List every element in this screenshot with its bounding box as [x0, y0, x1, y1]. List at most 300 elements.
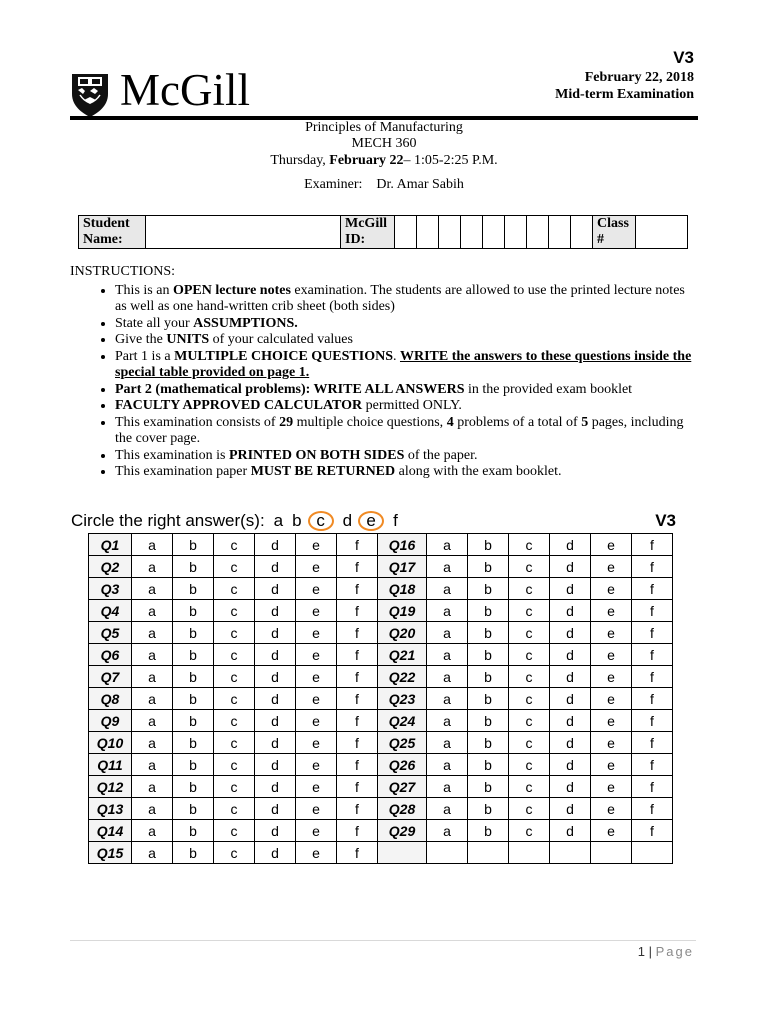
answer-option[interactable]: e: [296, 578, 337, 600]
answer-option[interactable]: b: [173, 776, 214, 798]
answer-option[interactable]: c: [214, 666, 255, 688]
instruction-text: permitted ONLY.: [362, 398, 462, 413]
student-name-field[interactable]: [146, 216, 341, 249]
answer-option[interactable]: e: [296, 754, 337, 776]
answer-option[interactable]: b: [468, 534, 509, 556]
version-label: V3: [673, 48, 694, 67]
answer-option[interactable]: b: [468, 644, 509, 666]
answer-option[interactable]: e: [591, 732, 632, 754]
answer-row: [89, 600, 673, 622]
answer-option[interactable]: c: [214, 732, 255, 754]
answer-option[interactable]: a: [132, 776, 173, 798]
answer-option[interactable]: e: [591, 600, 632, 622]
answer-option[interactable]: b: [173, 754, 214, 776]
answer-row: [89, 622, 673, 644]
answer-option[interactable]: d: [255, 644, 296, 666]
instruction-text: This examination consists of: [115, 414, 280, 430]
question-label: Q1: [89, 534, 132, 556]
empty-cell: [632, 842, 673, 864]
answer-option[interactable]: d: [255, 534, 296, 556]
answer-row: [89, 578, 673, 600]
answer-row: [89, 710, 673, 732]
answer-option[interactable]: a: [427, 644, 468, 666]
answer-option[interactable]: f: [632, 578, 673, 600]
answer-option[interactable]: e: [296, 556, 337, 578]
answer-option[interactable]: b: [468, 710, 509, 732]
instruction-item: [115, 398, 700, 415]
instruction-text: Part 2 (mathematical problems): WRITE ALL ANSWERS: [115, 381, 465, 397]
answer-row: [89, 534, 673, 556]
answer-option[interactable]: e: [296, 798, 337, 820]
instruction-text: problems of a total of: [453, 414, 582, 430]
answer-option[interactable]: a: [132, 578, 173, 600]
answer-option[interactable]: a: [427, 600, 468, 622]
answer-option[interactable]: b: [468, 600, 509, 622]
instruction-text: OPEN lecture notes: [172, 282, 291, 298]
id-digit-cell[interactable]: [439, 216, 461, 249]
answer-option[interactable]: b: [173, 710, 214, 732]
id-digit-cell[interactable]: [549, 216, 571, 249]
example-option: b: [292, 511, 302, 530]
answer-option[interactable]: f: [632, 622, 673, 644]
answer-option[interactable]: b: [173, 798, 214, 820]
answer-option[interactable]: b: [468, 820, 509, 842]
answer-option[interactable]: e: [591, 666, 632, 688]
empty-cell: [550, 842, 591, 864]
answer-option[interactable]: f: [337, 798, 378, 820]
question-label: Q3: [89, 578, 132, 600]
answer-version-label: V3: [655, 511, 676, 530]
answer-option[interactable]: d: [255, 776, 296, 798]
answer-option[interactable]: f: [337, 600, 378, 622]
answer-option[interactable]: c: [509, 644, 550, 666]
answer-option[interactable]: f: [337, 820, 378, 842]
empty-question-cell: [378, 842, 427, 864]
example-option-circled: e: [358, 511, 384, 531]
answer-option[interactable]: d: [550, 710, 591, 732]
answer-option[interactable]: d: [550, 820, 591, 842]
answer-option[interactable]: d: [550, 776, 591, 798]
answer-option[interactable]: f: [337, 688, 378, 710]
example-option: f: [393, 511, 398, 530]
answer-option[interactable]: a: [132, 798, 173, 820]
instruction-text: multiple choice questions,: [293, 414, 447, 430]
page-label: Page: [655, 944, 694, 959]
answer-option[interactable]: a: [132, 688, 173, 710]
answer-option[interactable]: c: [214, 820, 255, 842]
answer-option[interactable]: b: [173, 556, 214, 578]
answer-option[interactable]: a: [427, 578, 468, 600]
class-number-label: Class #: [593, 216, 636, 249]
answer-option[interactable]: e: [591, 710, 632, 732]
answer-option[interactable]: f: [632, 732, 673, 754]
answer-option[interactable]: c: [509, 798, 550, 820]
answer-option[interactable]: d: [550, 644, 591, 666]
answer-option[interactable]: f: [337, 666, 378, 688]
answer-option[interactable]: a: [132, 644, 173, 666]
answer-option[interactable]: f: [632, 666, 673, 688]
instruction-text: This is an: [115, 282, 173, 298]
answer-option[interactable]: a: [427, 754, 468, 776]
question-label: Q10: [89, 732, 132, 754]
answer-option[interactable]: f: [632, 556, 673, 578]
answer-option[interactable]: b: [468, 666, 509, 688]
examiner-name: Dr. Amar Sabih: [376, 177, 464, 192]
answer-option[interactable]: f: [632, 600, 673, 622]
answer-option[interactable]: c: [509, 688, 550, 710]
answer-option[interactable]: f: [337, 842, 378, 864]
id-digit-cell[interactable]: [483, 216, 505, 249]
answer-option[interactable]: a: [427, 688, 468, 710]
answer-option[interactable]: b: [173, 600, 214, 622]
question-label: Q16: [378, 534, 427, 556]
question-label: Q26: [378, 754, 427, 776]
answer-option[interactable]: f: [337, 776, 378, 798]
answer-option[interactable]: d: [255, 710, 296, 732]
question-label: Q9: [89, 710, 132, 732]
id-digit-cell[interactable]: [417, 216, 439, 249]
empty-cell: [591, 842, 632, 864]
answer-option[interactable]: d: [255, 688, 296, 710]
answer-option[interactable]: f: [632, 820, 673, 842]
answer-option[interactable]: d: [255, 600, 296, 622]
examiner-line: [70, 177, 698, 193]
answer-option[interactable]: c: [509, 534, 550, 556]
answer-option[interactable]: f: [632, 534, 673, 556]
instruction-text: MULTIPLE CHOICE QUESTIONS: [174, 348, 393, 364]
answer-option[interactable]: e: [296, 622, 337, 644]
instruction-text: .: [392, 348, 400, 364]
class-number-field[interactable]: [636, 216, 688, 249]
answer-option[interactable]: e: [591, 798, 632, 820]
answer-option[interactable]: a: [427, 622, 468, 644]
answer-option[interactable]: d: [255, 732, 296, 754]
answer-option[interactable]: e: [591, 556, 632, 578]
instruction-text: PRINTED ON BOTH SIDES: [228, 447, 405, 463]
answer-option[interactable]: d: [550, 556, 591, 578]
answer-row: [89, 798, 673, 820]
answer-row: [89, 666, 673, 688]
empty-cell: [468, 842, 509, 864]
answer-option[interactable]: e: [296, 776, 337, 798]
instruction-item: [115, 464, 700, 481]
instruction-item: [115, 448, 700, 465]
example-options: [265, 511, 398, 530]
instructions-list: [70, 283, 700, 481]
answer-row: [89, 688, 673, 710]
answer-option[interactable]: a: [427, 556, 468, 578]
answer-option[interactable]: b: [468, 776, 509, 798]
answer-option[interactable]: c: [214, 556, 255, 578]
answer-option[interactable]: e: [591, 644, 632, 666]
instruction-text: Part 1 is a: [115, 348, 175, 364]
answer-option[interactable]: d: [255, 798, 296, 820]
answer-option[interactable]: c: [509, 820, 550, 842]
answer-option[interactable]: e: [296, 710, 337, 732]
exam-day: Thursday,: [270, 153, 330, 168]
answer-option[interactable]: e: [296, 842, 337, 864]
question-label: Q4: [89, 600, 132, 622]
instruction-item: [115, 415, 700, 448]
answer-option[interactable]: f: [337, 732, 378, 754]
question-label: Q12: [89, 776, 132, 798]
answer-option[interactable]: d: [550, 666, 591, 688]
answer-option[interactable]: b: [173, 842, 214, 864]
answer-option[interactable]: e: [591, 820, 632, 842]
answer-option[interactable]: d: [550, 578, 591, 600]
answer-option[interactable]: c: [509, 600, 550, 622]
course-title: Principles of Manufacturing: [305, 120, 463, 135]
instruction-text: 4: [446, 414, 454, 430]
example-option: a: [273, 511, 284, 530]
answer-option[interactable]: c: [214, 644, 255, 666]
id-digit-cell[interactable]: [505, 216, 527, 249]
mcgill-id-label: McGill ID:: [341, 216, 395, 249]
question-label: Q25: [378, 732, 427, 754]
answer-option[interactable]: e: [296, 666, 337, 688]
exam-date: February 22, 2018: [584, 70, 694, 85]
answer-option[interactable]: a: [427, 666, 468, 688]
answer-option[interactable]: a: [132, 820, 173, 842]
question-label: Q27: [378, 776, 427, 798]
exam-hours: – 1:05-2:25 P.M.: [403, 153, 498, 168]
answer-option[interactable]: f: [632, 754, 673, 776]
answer-option[interactable]: d: [550, 600, 591, 622]
answer-option[interactable]: d: [255, 820, 296, 842]
answer-option[interactable]: c: [214, 754, 255, 776]
id-digit-cell[interactable]: [395, 216, 417, 249]
question-label: Q6: [89, 644, 132, 666]
answer-table: [88, 533, 673, 864]
question-label: Q2: [89, 556, 132, 578]
answer-option[interactable]: b: [173, 666, 214, 688]
question-label: Q29: [378, 820, 427, 842]
answer-option[interactable]: e: [296, 688, 337, 710]
instruction-text: ASSUMPTIONS.: [193, 315, 298, 331]
instruction-text: of your calculated values: [209, 332, 353, 347]
page-footer: [638, 944, 694, 959]
answer-option[interactable]: c: [509, 578, 550, 600]
answer-option[interactable]: a: [427, 732, 468, 754]
answer-option[interactable]: b: [173, 578, 214, 600]
answer-option[interactable]: e: [296, 732, 337, 754]
answer-option[interactable]: c: [214, 798, 255, 820]
answer-option[interactable]: f: [632, 644, 673, 666]
answer-option[interactable]: a: [132, 842, 173, 864]
instruction-text: of the paper.: [404, 447, 478, 463]
instructions-heading: INSTRUCTIONS:: [70, 264, 176, 279]
answer-option[interactable]: c: [214, 688, 255, 710]
answer-option[interactable]: e: [296, 644, 337, 666]
question-label: Q17: [378, 556, 427, 578]
exam-type: Mid-term Examination: [555, 87, 694, 102]
answer-option[interactable]: e: [591, 578, 632, 600]
answer-option[interactable]: b: [468, 556, 509, 578]
question-label: Q13: [89, 798, 132, 820]
answer-option[interactable]: b: [173, 534, 214, 556]
question-label: Q22: [378, 666, 427, 688]
answer-option[interactable]: a: [132, 754, 173, 776]
student-info-table: [78, 215, 688, 249]
question-label: Q18: [378, 578, 427, 600]
answer-option[interactable]: b: [173, 688, 214, 710]
answer-option[interactable]: a: [132, 556, 173, 578]
answer-option[interactable]: c: [509, 622, 550, 644]
answer-option[interactable]: b: [468, 798, 509, 820]
answer-option[interactable]: f: [337, 622, 378, 644]
answer-option[interactable]: a: [427, 534, 468, 556]
mcgill-logo: [70, 65, 270, 118]
instruction-text: This examination paper: [115, 464, 251, 479]
answer-option[interactable]: d: [550, 754, 591, 776]
answer-option[interactable]: c: [509, 776, 550, 798]
answer-option[interactable]: e: [296, 820, 337, 842]
answer-option[interactable]: c: [509, 732, 550, 754]
answer-option[interactable]: d: [550, 732, 591, 754]
answer-row: [89, 776, 673, 798]
question-label: Q5: [89, 622, 132, 644]
question-label: Q14: [89, 820, 132, 842]
instruction-item: [115, 316, 700, 333]
answer-option[interactable]: b: [468, 688, 509, 710]
answer-option[interactable]: a: [132, 732, 173, 754]
examiner-label: Examiner:: [304, 177, 363, 192]
answer-option[interactable]: e: [296, 600, 337, 622]
question-label: Q15: [89, 842, 132, 864]
example-option-circled: c: [308, 511, 334, 531]
instruction-text: State all your: [115, 315, 194, 331]
answer-option[interactable]: e: [591, 754, 632, 776]
instruction-item: [115, 332, 700, 349]
instruction-text: MUST BE RETURNED: [250, 464, 396, 479]
answer-option[interactable]: b: [468, 578, 509, 600]
answer-option[interactable]: f: [337, 710, 378, 732]
answer-option[interactable]: d: [550, 688, 591, 710]
question-label: Q8: [89, 688, 132, 710]
answer-option[interactable]: e: [591, 622, 632, 644]
answer-option[interactable]: b: [468, 622, 509, 644]
answer-option[interactable]: f: [632, 710, 673, 732]
answer-option[interactable]: e: [591, 688, 632, 710]
id-digit-cell[interactable]: [461, 216, 483, 249]
id-digit-cell[interactable]: [571, 216, 593, 249]
question-label: Q23: [378, 688, 427, 710]
answer-option[interactable]: d: [255, 842, 296, 864]
answer-option[interactable]: f: [632, 798, 673, 820]
answer-option[interactable]: d: [255, 622, 296, 644]
answer-instruction: [71, 511, 398, 531]
answer-option[interactable]: c: [509, 754, 550, 776]
answer-option[interactable]: f: [337, 534, 378, 556]
answer-option[interactable]: c: [214, 776, 255, 798]
answer-option[interactable]: a: [132, 666, 173, 688]
answer-option[interactable]: b: [468, 732, 509, 754]
answer-option[interactable]: a: [427, 776, 468, 798]
answer-option[interactable]: a: [427, 710, 468, 732]
instruction-item: [115, 283, 700, 316]
answer-instruction-text: Circle the right answer(s):: [71, 511, 265, 530]
mcgill-crest-icon: [70, 72, 110, 118]
answer-option[interactable]: f: [337, 644, 378, 666]
answer-option[interactable]: e: [591, 776, 632, 798]
instruction-text: WRITE the answers to these questions inside the special table provided on page 1.: [115, 348, 692, 380]
instruction-text: in the provided exam booklet: [464, 381, 633, 397]
question-label: Q20: [378, 622, 427, 644]
answer-option[interactable]: e: [296, 534, 337, 556]
answer-option[interactable]: d: [255, 666, 296, 688]
question-label: Q19: [378, 600, 427, 622]
logo-text: McGill: [120, 65, 250, 115]
answer-option[interactable]: d: [255, 754, 296, 776]
answer-option[interactable]: a: [132, 534, 173, 556]
answer-option[interactable]: c: [509, 666, 550, 688]
instruction-text: 29: [279, 414, 294, 430]
answer-option[interactable]: c: [214, 534, 255, 556]
footer-separator: |: [645, 944, 656, 959]
instruction-text: examination. The students are allowed to use the printed lecture notes as well as one hand-written crib sheet (both sides): [115, 282, 685, 314]
answer-option[interactable]: b: [173, 644, 214, 666]
instruction-text: UNITS: [166, 332, 210, 347]
answer-option[interactable]: d: [550, 622, 591, 644]
exam-time: [70, 153, 698, 169]
answer-option[interactable]: c: [214, 842, 255, 864]
instruction-text: This examination is: [115, 447, 229, 463]
answer-option[interactable]: b: [468, 754, 509, 776]
instruction-text: FACULTY APPROVED CALCULATOR: [115, 398, 363, 413]
answer-option[interactable]: d: [550, 534, 591, 556]
answer-option[interactable]: a: [427, 820, 468, 842]
answer-option[interactable]: c: [214, 710, 255, 732]
instruction-text: 5: [581, 414, 589, 430]
answer-option[interactable]: a: [132, 710, 173, 732]
answer-option[interactable]: f: [632, 776, 673, 798]
answer-option[interactable]: c: [509, 710, 550, 732]
exam-date-bold: February 22: [329, 153, 404, 168]
answer-option[interactable]: d: [255, 578, 296, 600]
answer-option[interactable]: c: [214, 600, 255, 622]
answer-option[interactable]: d: [550, 798, 591, 820]
page-number: 1: [637, 944, 646, 959]
answer-option[interactable]: f: [337, 754, 378, 776]
answer-option[interactable]: f: [337, 556, 378, 578]
answer-row: [89, 754, 673, 776]
answer-option[interactable]: c: [214, 578, 255, 600]
answer-option[interactable]: c: [214, 622, 255, 644]
answer-option[interactable]: a: [132, 600, 173, 622]
answer-option[interactable]: a: [427, 798, 468, 820]
answer-option[interactable]: d: [255, 556, 296, 578]
instruction-item: [115, 349, 700, 382]
instruction-item: [115, 382, 700, 399]
answer-row: [89, 820, 673, 842]
answer-option[interactable]: a: [132, 622, 173, 644]
question-label: Q21: [378, 644, 427, 666]
answer-option[interactable]: b: [173, 732, 214, 754]
footer-rule: [70, 940, 696, 941]
answer-option[interactable]: f: [632, 688, 673, 710]
answer-option[interactable]: c: [509, 556, 550, 578]
answer-option[interactable]: f: [337, 578, 378, 600]
answer-row: [89, 732, 673, 754]
answer-option[interactable]: b: [173, 622, 214, 644]
course-code: MECH 360: [351, 136, 417, 151]
answer-option[interactable]: b: [173, 820, 214, 842]
empty-cell: [427, 842, 468, 864]
question-label: Q7: [89, 666, 132, 688]
answer-option[interactable]: e: [591, 534, 632, 556]
id-digit-cell[interactable]: [527, 216, 549, 249]
instruction-text: Give the: [115, 332, 167, 347]
